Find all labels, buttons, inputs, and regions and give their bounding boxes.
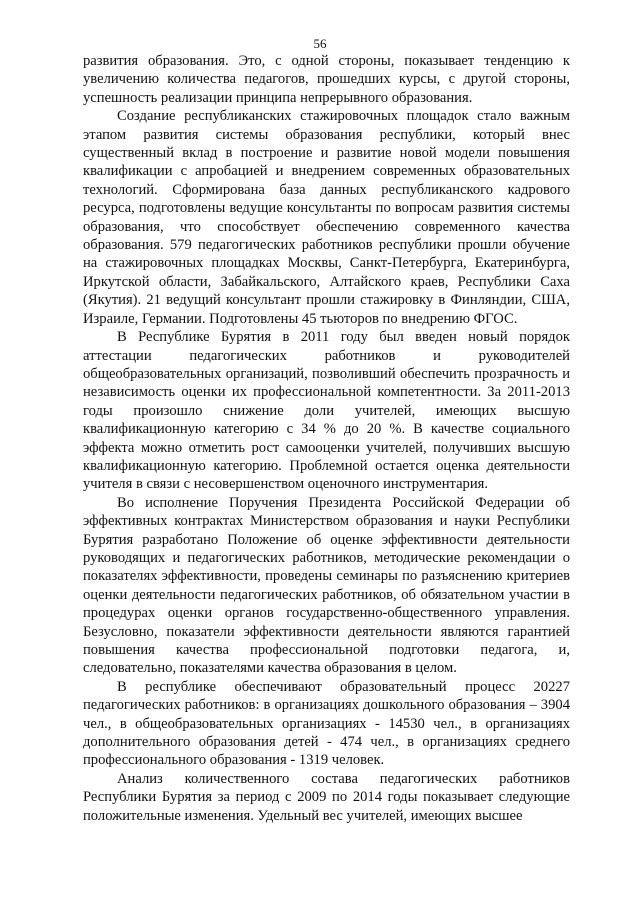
paragraph-3: В Республике Бурятия в 2011 году был введен новый порядок аттестации педагогических работников и руководителей общеобразовательных организаций, позволивший обеспечить прозрачность и независимость оценки их профессиональной компетентности. За 2011-2013 годы произошло снижение доли учителей, имеющих высшую квалификационную категорию с 34 % до 20 %. В качестве социального эффекта можно отметить рост самооценки учителей, получивших высшую квалификационную категорию. Проблемной остается оценка деятельности учителя в связи с несовершенством оценочного инструментария. [83, 329, 570, 493]
paragraph-5: В республике обеспечивают образовательный процесс 20227 педагогических работников: в организациях дошкольного образования – 3904 чел., в общеобразовательных организациях - 14530 чел., в организациях дополнительного образования детей - 474 чел., в организациях среднего профессионального образования - 1319 человек. [83, 678, 570, 769]
paragraph-4: Во исполнение Поручения Президента Российской Федерации об эффективных контрактах Министерством образования и науки Республики Бурятия разработано Положение об оценке эффективности деятельности руководящих и педагогических работников, методические рекомендации о показателях эффективности, проведены семинары по разъяснению критериев оценки деятельности педагогических работников, об обязательном участии в процедурах оценки органов государственно-общественного управления. Безусловно, показатели эффективности деятельности являются гарантией повышения качества профессиональной подготовки педагога, и, следовательно, показателями качества образования в целом. [83, 494, 570, 677]
paragraph-1: развития образования. Это, с одной стороны, показывает тенденцию к увеличению количества педагогов, прошедших курсы, с другой стороны, успешность реализации принципа непрерывного образования. [83, 53, 570, 106]
body-text [83, 52, 570, 825]
paragraph-2: Создание республиканских стажировочных площадок стало важным этапом развития системы образования республики, который внес существенный вклад в построение и развитие новой модели повышения квалификации с апробацией и внедрением современных образовательных технологий. Сформирована база данных республиканского кадрового ресурса, подготовлены ведущие консультанты по вопросам развития системы образования, что способствует обеспечению современного качества образования. 579 педагогических работников республики прошли обучение на стажировочных площадках Москвы, Санкт-Петербурга, Екатеринбурга, Иркутской области, Забайкальского, Алтайского краев, Республики Саха (Якутия). 21 ведущий консультант прошли стажировку в Финляндии, США, Израиле, Германии. Подготовлены 45 тьюторов по внедрению ФГОС. [83, 108, 570, 327]
paragraph-6: Анализ количественного состава педагогических работников Республики Бурятия за период с 2009 по 2014 годы показывает следующие положительные изменения. Удельный вес учителей, имеющих высшее [83, 770, 570, 824]
page-number: 56 [313, 36, 327, 51]
